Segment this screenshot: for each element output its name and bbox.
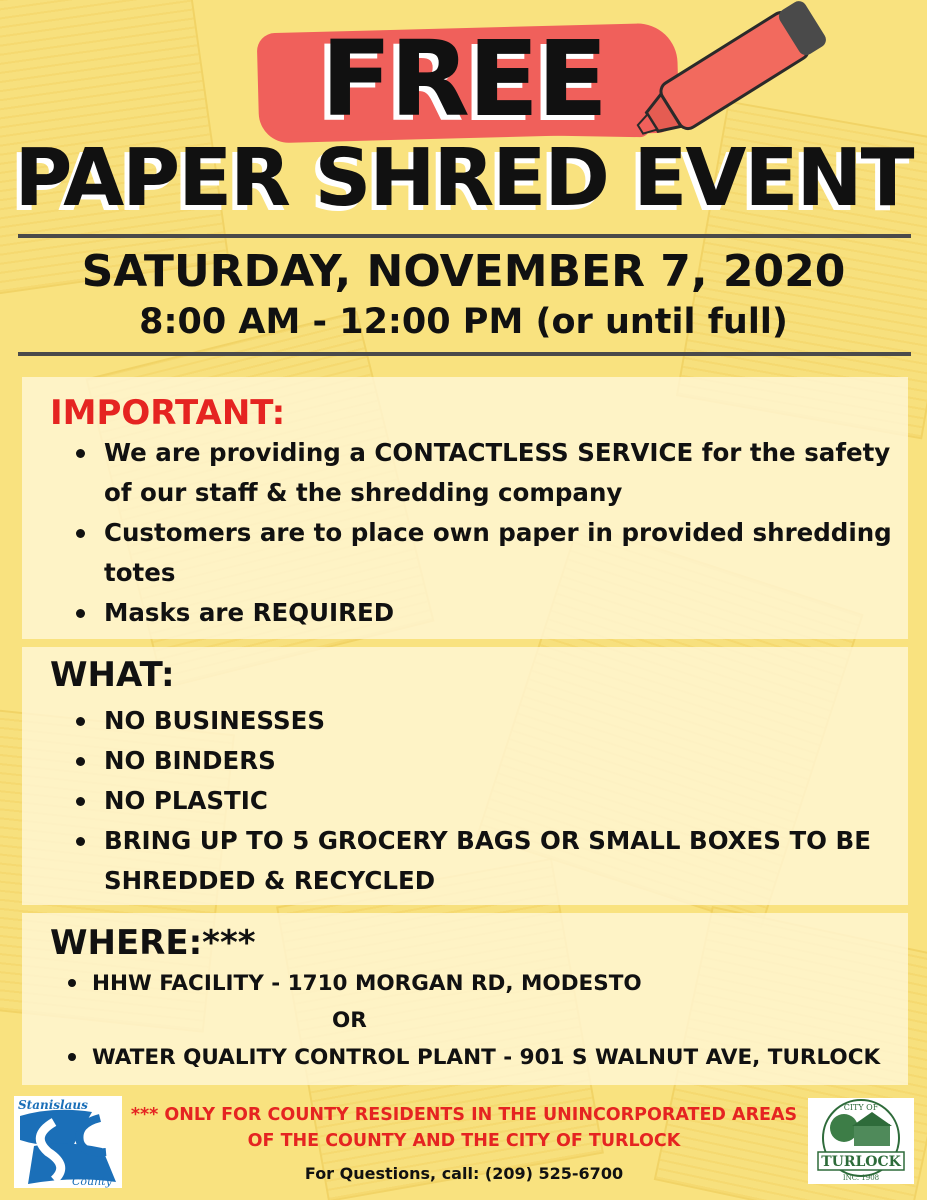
residency-notice-line2: OF THE COUNTY AND THE CITY OF TURLOCK bbox=[247, 1131, 681, 1151]
where-heading: WHERE:*** bbox=[50, 923, 256, 963]
list-item: Customers are to place own paper in provided shredding totes bbox=[50, 513, 908, 593]
list-item: HHW FACILITY - 1710 MORGAN RD, MODESTO bbox=[50, 965, 908, 1002]
important-heading: IMPORTANT: bbox=[50, 393, 286, 433]
list-item: NO PLASTIC bbox=[50, 781, 908, 821]
important-list bbox=[50, 433, 908, 633]
list-item: We are providing a CONTACTLESS SERVICE for the safety of our staff & the shredding company bbox=[50, 433, 908, 513]
turlock-inc-text: INC. 1908 bbox=[842, 1174, 880, 1182]
list-item: WATER QUALITY CONTROL PLANT - 901 S WALNUT AVE, TURLOCK bbox=[50, 1039, 908, 1076]
or-separator: OR bbox=[332, 1008, 367, 1033]
event-date: SATURDAY, NOVEMBER 7, 2020 bbox=[81, 246, 846, 297]
bottom-divider bbox=[18, 352, 911, 356]
what-heading: WHAT: bbox=[50, 655, 175, 695]
list-item: Masks are REQUIRED bbox=[50, 593, 908, 633]
county-logo-text: County bbox=[72, 1175, 112, 1188]
residency-notice bbox=[130, 1102, 798, 1154]
turlock-name-text: TURLOCK bbox=[821, 1154, 901, 1170]
residency-notice-line1: *** ONLY FOR COUNTY RESIDENTS IN THE UNINCORPORATED AREAS bbox=[130, 1105, 798, 1125]
list-item: NO BUSINESSES bbox=[50, 701, 908, 741]
city-of-turlock-logo bbox=[808, 1098, 914, 1184]
title-free: FREE bbox=[320, 18, 607, 140]
what-section bbox=[22, 647, 908, 905]
what-list bbox=[50, 701, 908, 901]
where-section bbox=[22, 913, 908, 1085]
stanislaus-county-logo bbox=[14, 1096, 122, 1188]
title-paper-shred-event: PAPER SHRED EVENT bbox=[14, 132, 913, 224]
where-list bbox=[50, 965, 908, 1002]
event-time: 8:00 AM - 12:00 PM (or until full) bbox=[139, 302, 788, 342]
contact-info: For Questions, call: (209) 525-6700 bbox=[304, 1164, 624, 1183]
turlock-city-of-text: CITY OF bbox=[843, 1103, 879, 1112]
list-item: NO BINDERS bbox=[50, 741, 908, 781]
list-item: BRING UP TO 5 GROCERY BAGS OR SMALL BOXES TO BE SHREDDED & RECYCLED bbox=[50, 821, 908, 901]
stanislaus-logo-text: Stanislaus bbox=[18, 1098, 88, 1112]
top-divider bbox=[18, 234, 911, 238]
important-section bbox=[22, 377, 908, 639]
where-list-2 bbox=[50, 1039, 908, 1076]
